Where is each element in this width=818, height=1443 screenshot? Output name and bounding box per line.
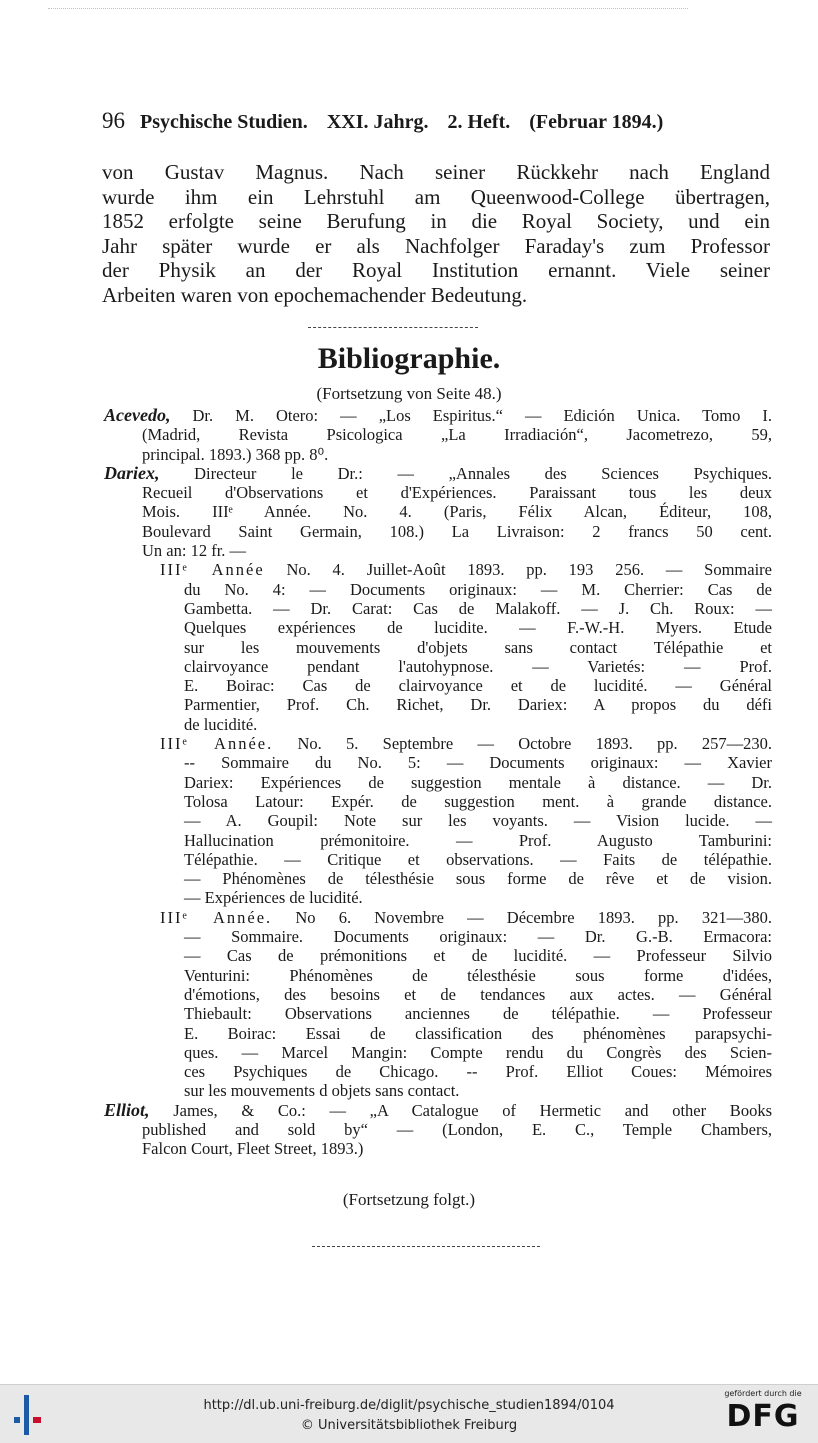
entry-line [104,560,772,579]
entry-line [104,580,772,599]
issue: 2. Heft. [447,111,511,133]
bibliography-entry [104,1101,772,1159]
entry-line [104,753,772,772]
entry-text: — Expériences de lucidité. [184,888,363,908]
entry-line [104,1120,772,1139]
entry-text: E. Boirac: Cas de clairvoyance et de lucidité. — Général [184,676,772,696]
entry-text: E. Boirac: Essai de classification des phénomènes parapsychi- [184,1023,772,1043]
section-subtitle: (Fortsetzung von Seite 48.) [316,384,502,403]
entry-line [104,676,772,695]
intro-line: Jahr später wurde er als Nachfolger Faraday's zum Professor [102,233,770,258]
entry-text: Thiebault: Observations anciennes de télépathie. — Professeur [184,1004,772,1024]
page-number: 96 [102,108,125,133]
permalink-url[interactable]: http://dl.ub.uni-freiburg.de/diglit/psychische_studien1894/0104 [203,1398,615,1413]
bibliography-entry [104,464,772,560]
entry-line [104,638,772,657]
entry-line [104,1024,772,1043]
entry-text: published and sold by“ — (London, E. C., Temple Chambers, [142,1119,772,1139]
entry-line [104,946,772,965]
entry-text: Boulevard Saint Germain, 108.) La Livraison: 2 francs 50 cent. [142,521,772,541]
volume: XXI. Jahrg. [326,111,429,133]
scan-artifact-top [48,8,688,21]
entry-text: ces Psychiques de Chicago. -- Prof. Elliot Coues: Mémoires [184,1062,772,1082]
bibliography-list [104,406,772,1159]
bibliography-subentry [104,908,772,1101]
entry-line [104,869,772,888]
entry-line [104,888,772,907]
section-title: Bibliographie. [317,342,501,375]
entry-line [104,927,772,946]
entry-line [104,599,772,618]
intro-line: der Physik an der Royal Institution ernannt. Viele seiner [102,258,770,282]
intro-line: 1852 erfolgte seine Berufung in die Royal Society, und ein [102,209,770,233]
entry-text: No. 4. Juillet-Août 1893. pp. 193 256. — Sommaire [264,560,772,580]
end-divider [312,1246,540,1248]
entry-text: — Sommaire. Documents originaux: — Dr. G.-B. Ermacora: [184,927,772,947]
entry-line [104,1004,772,1023]
entry-line [104,695,772,714]
entry-text: Tolosa Latour: Expér. de suggestion ment. à grande distance. [184,791,772,811]
entry-text: sur les mouvements d objets sans contact. [184,1081,460,1101]
entry-text: James, & Co.: — „A Catalogue of Hermetic and other Books [149,1100,772,1120]
entry-volume-lead: IIIᵉ Année. [160,907,273,927]
entry-line [104,715,772,734]
continued-note: (Fortsetzung folgt.) [342,1190,476,1209]
entry-text: — Phénomènes de télesthésie sous forme de rêve et de vision. [184,869,772,889]
entry-line [104,406,772,425]
entry-text: ques. — Marcel Mangin: Compte rendu du Congrès des Scien- [184,1042,772,1062]
entry-text: Directeur le Dr.: — „Annales des Sciences Psychiques. [159,463,772,483]
entry-text: Falcon Court, Fleet Street, 1893.) [142,1139,364,1159]
entry-line [104,734,772,753]
entry-text: -- Sommaire du No. 5: — Documents originaux: — Xavier [184,753,772,773]
intro-line: wurde ihm ein Lehrstuhl am Queenwood-College übertragen, [102,184,770,209]
entry-text: Dariex: Expériences de suggestion mentale à distance. — Dr. [184,772,772,792]
intro-line: Arbeiten waren von epochemachender Bedeutung. [102,282,528,307]
bibliography-subentry [104,560,772,734]
copyright-notice: © Universitätsbibliothek Freiburg [300,1418,518,1433]
entry-text: de lucidité. [184,714,258,734]
entry-line [104,425,772,444]
entry-text: — Cas de prémonitions et de lucidité. — Professeur Silvio [184,946,772,966]
dfg-logo: DFG [726,1399,800,1434]
entry-text: Télépathie. — Critique et observations. — Faits de télépathie. [184,849,772,869]
entry-text: Parmentier, Prof. Ch. Richet, Dr. Dariex: A propos du défi [184,695,772,715]
bibliography-entry [104,406,772,464]
entry-line [104,502,772,521]
entry-line [104,773,772,792]
entry-line [104,657,772,676]
entry-line [104,483,772,502]
entry-volume-lead: IIIᵉ Année. [160,734,274,754]
entry-text: Gambetta. — Dr. Carat: Cas de Malakoff. — J. Ch. Roux: — [184,598,772,618]
entry-text: d'émotions, des besoins et de tendances aux actes. — Général [184,984,772,1004]
entry-text: Hallucination prémonitoire. — Prof. Augusto Tamburini: [184,830,772,850]
entry-text: Venturini: Phénomènes de télesthésie sous forme d'idées, [184,965,772,985]
divider [308,327,478,329]
entry-text: clairvoyance pendant l'autohypnose. — Varietés: — Prof. [184,656,772,676]
entry-line [104,831,772,850]
entry-line [104,1081,772,1100]
intro-line: von Gustav Magnus. Nach seiner Rückkehr nach England [102,160,770,184]
entry-line [104,792,772,811]
entry-line [104,966,772,985]
entry-line [104,522,772,541]
entry-author: Dariex, [104,462,160,483]
entry-line [104,1062,772,1081]
entry-line [104,985,772,1004]
entry-text: No 6. Novembre — Décembre 1893. pp. 321—380. [272,907,772,927]
entry-text: Dr. M. Otero: — „Los Espiritus.“ — Edición Unica. Tomo I. [170,406,772,425]
issue-date: (Februar 1894.) [529,111,664,133]
entry-author: Acevedo, [104,405,171,425]
entry-text: du No. 4: — Documents originaux: — M. Cherrier: Cas de [184,579,772,599]
journal-title: Psychische Studien. [140,111,308,133]
entry-line [104,908,772,927]
dfg-funding-note: gefördert durch die [724,1389,802,1398]
footer-bar [0,1384,818,1443]
entry-line [104,1043,772,1062]
entry-line [104,850,772,869]
entry-line [104,618,772,637]
entry-text: sur les mouvements d'objets sans contact Télépathie et [184,637,772,657]
entry-text: Un an: 12 fr. — [142,541,247,561]
entry-line [104,1101,772,1120]
entry-text: principal. 1893.) 368 pp. 8⁰. [142,444,329,464]
running-head [102,108,702,134]
entry-text: No. 5. Septembre — Octobre 1893. pp. 257—230. [273,734,772,754]
entry-line [104,464,772,483]
entry-text: Mois. IIIᵉ Année. No. 4. (Paris, Félix Alcan, Éditeur, 108, [142,502,772,522]
entry-line [104,445,772,464]
entry-text: Quelques expériences de lucidite. — F.-W.-H. Myers. Etude [184,618,772,638]
intro-paragraph [102,160,770,307]
entry-line [104,811,772,830]
entry-text: — A. Goupil: Note sur les voyants. — Vision lucide. — [184,811,772,831]
entry-author: Elliot, [104,1099,150,1120]
entry-volume-lead: IIIᵉ Année [160,560,265,580]
entry-text: (Madrid, Revista Psicologica „La Irradiación“, Jacometrezo, 59, [142,425,772,445]
entry-line [104,541,772,560]
bibliography-subentry [104,734,772,908]
entry-text: Recueil d'Observations et d'Expériences. Paraissant tous les deux [142,483,772,503]
entry-line [104,1139,772,1158]
